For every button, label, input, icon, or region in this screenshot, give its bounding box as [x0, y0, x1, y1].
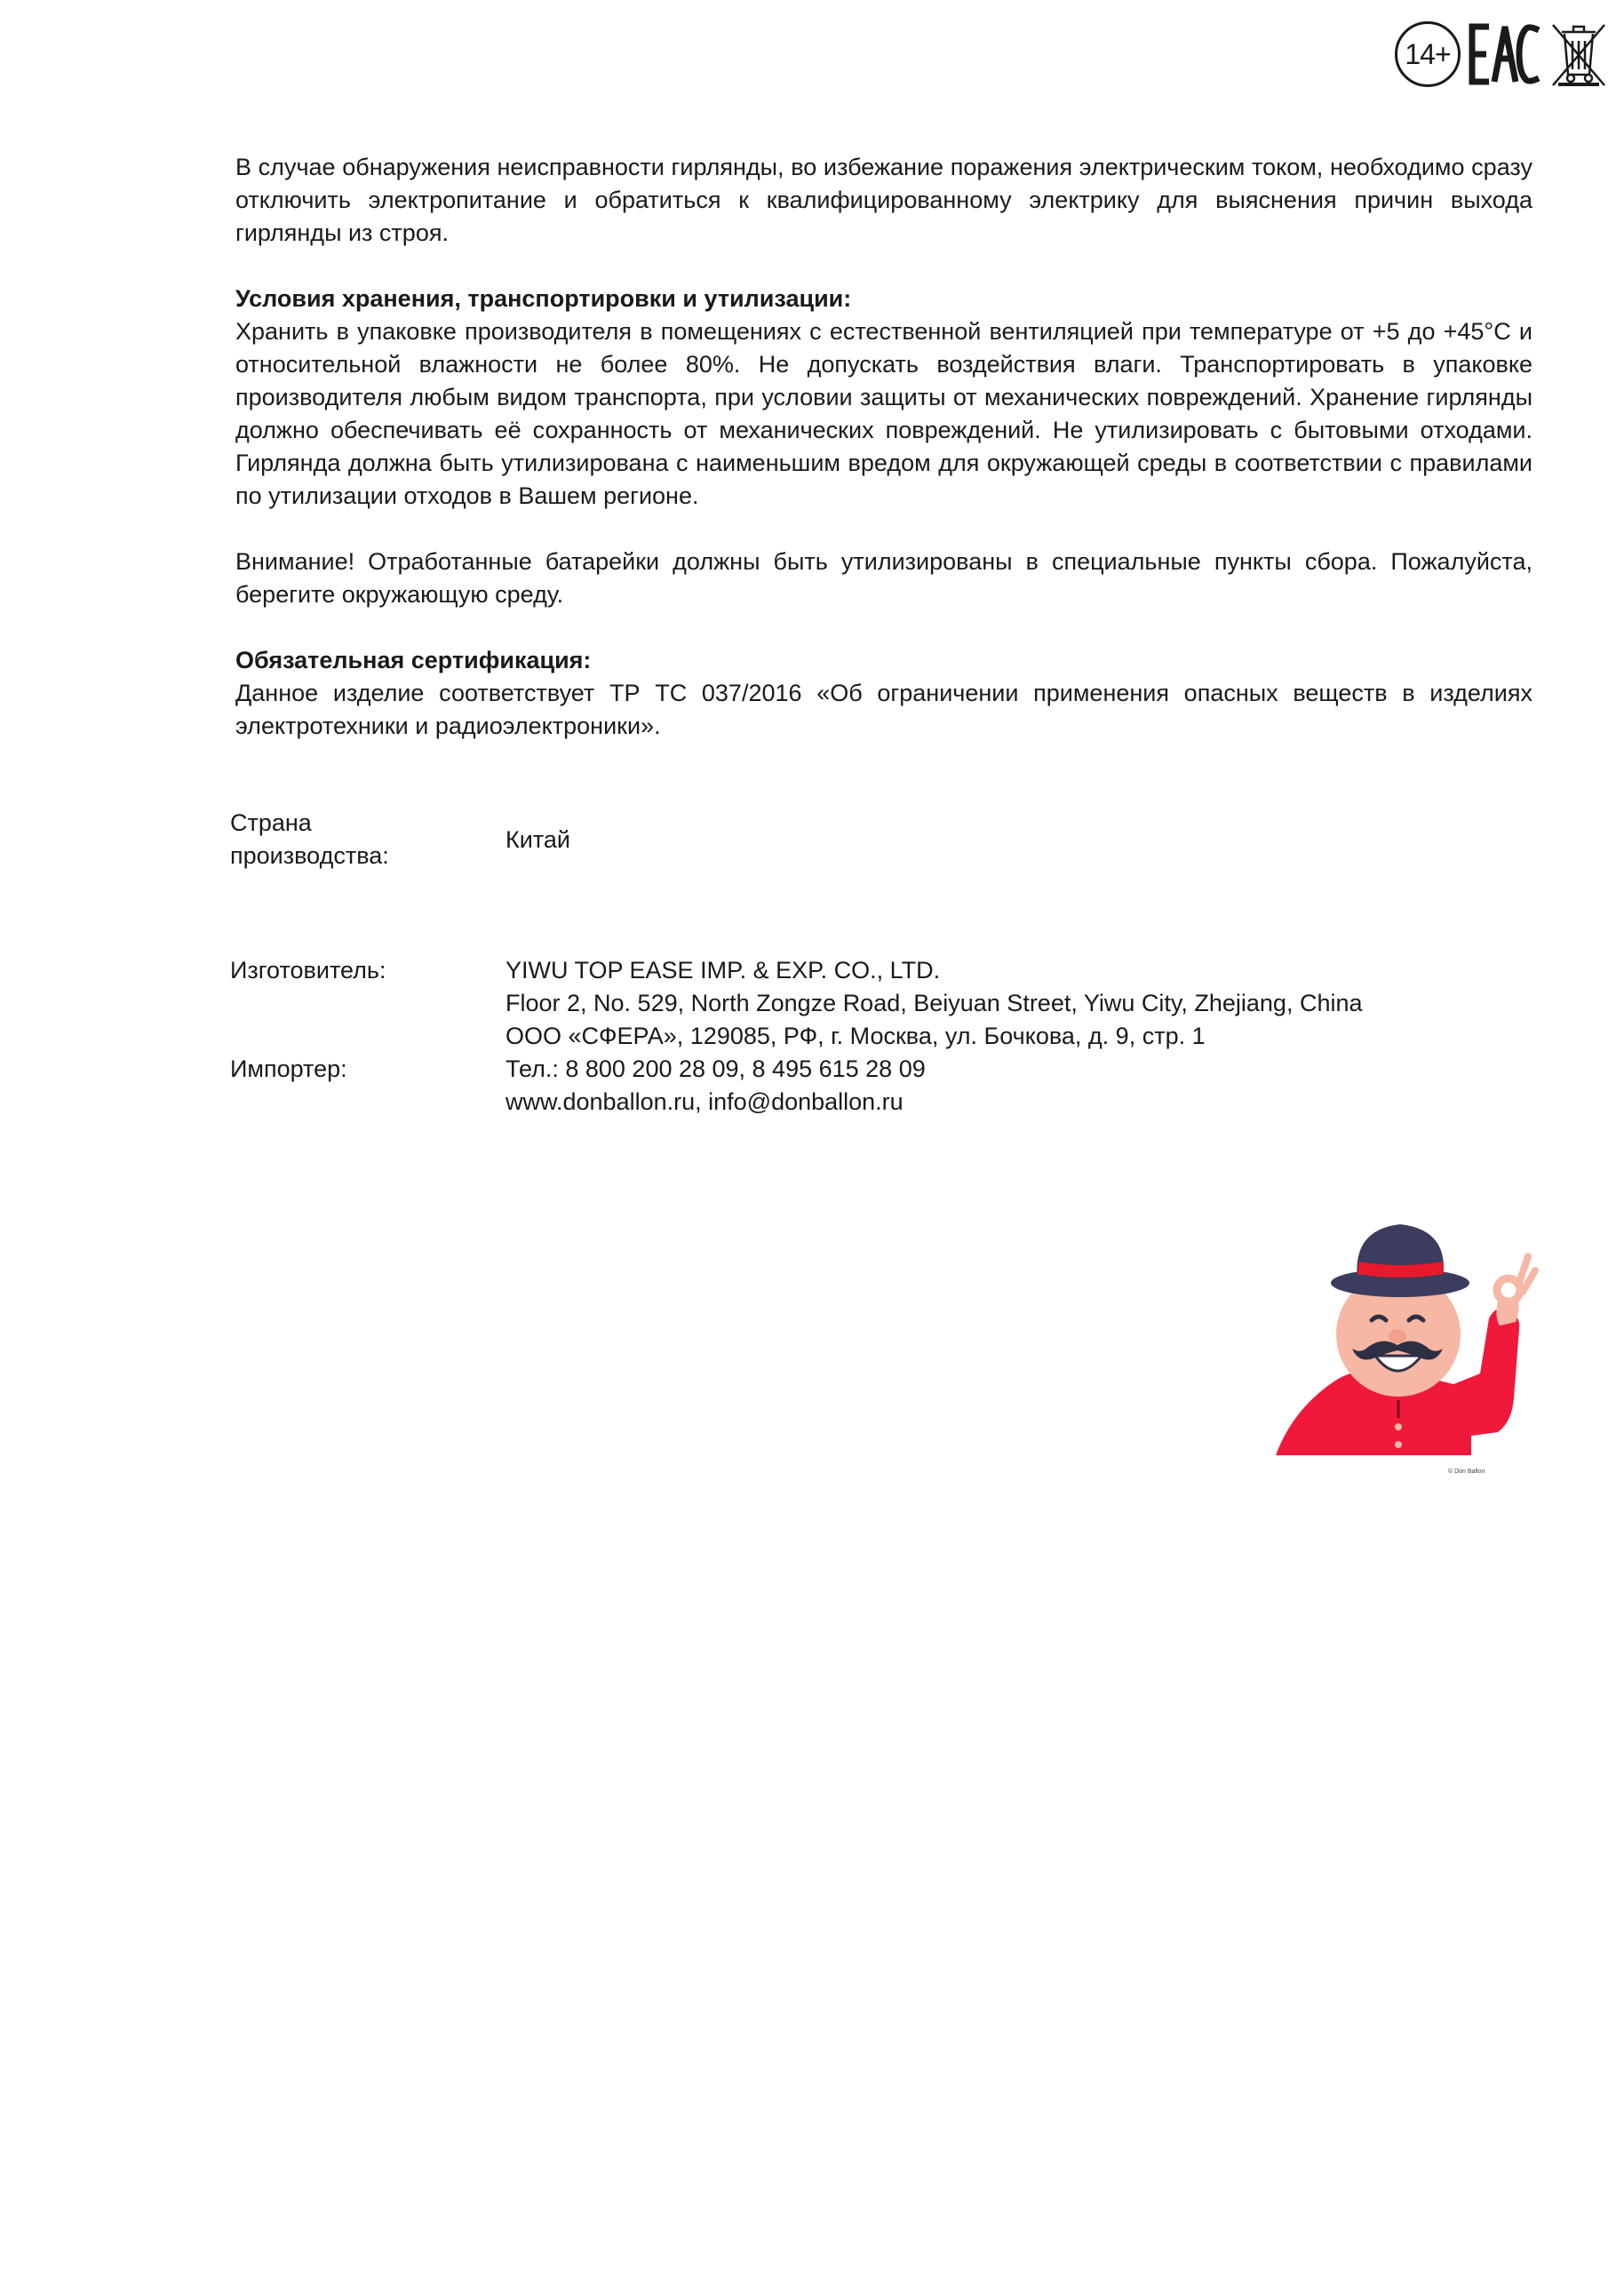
certification-paragraph: Данное изделие соответствует ТР ТС 037/2016 «Об ограничении применения опасных веществ в изделиях электротехники и радиоэлектроники».	[235, 680, 1532, 739]
certification-heading: Обязательная сертификация:	[235, 647, 592, 673]
importer-phones: Тел.: 8 800 200 28 09, 8 495 615 28 09	[506, 1055, 926, 1082]
manufacturer-name: YIWU TOP EASE IMP. & EXP. CO., LTD.	[506, 957, 941, 984]
don-ballon-mascot-icon	[1276, 1212, 1551, 1478]
manufacturer-value	[506, 954, 1483, 1020]
importer-value	[506, 1020, 1483, 1119]
storage-heading: Условия хранения, транспортировки и утилизации:	[235, 285, 852, 312]
importer-contacts: www.donballon.ru, info@donballon.ru	[506, 1088, 904, 1115]
manufacturer-label: Изготовитель:	[230, 957, 386, 984]
age-rating-badge	[1395, 21, 1461, 87]
mascot-copyright: © Don Ballon	[1448, 1469, 1485, 1475]
crossed-out-bin-icon	[1549, 21, 1608, 87]
importer-company: ООО «СФЕРА», 129085, РФ, г. Москва, ул. Бочкова, д. 9, стр. 1	[506, 1023, 1206, 1049]
country-value: Китай	[506, 826, 570, 853]
eac-logo-icon	[1468, 23, 1542, 85]
importer-label: Импортер:	[230, 1055, 347, 1082]
malfunction-paragraph: В случае обнаружения неисправности гирлянды, во избежание поражения электрическим током, необходимо сразу отключить электропитание и обратиться к квалифицированному электрику для выяснения причин выхода гирлянды из строя.	[235, 154, 1532, 246]
battery-warning-paragraph: Внимание! Отработанные батарейки должны быть утилизированы в специальные пункты сбора. Пожалуйста, берегите окружающую среду.	[235, 548, 1532, 608]
manufacturer-address: Floor 2, No. 529, North Zongze Road, Beiyuan Street, Yiwu City, Zhejiang, China	[506, 990, 1363, 1016]
age-rating-text: 14+	[1405, 37, 1451, 70]
storage-paragraph: Хранить в упаковке производителя в помещениях с естественной вентиляцией при температуре от +5 до +45°С и относительной влажности не более 80%. Не допускать воздействия влаги. Транспортировать в упаковке производителя любым видом транспорта, при условии защиты от механических повреждений. Хранение гирлянды должно обеспечивать её сохранность от механических повреждений. Не утилизировать с бытовыми отходами. Гирлянда должна быть утилизирована с наименьшим вредом для окружающей среды в соответствии с правилами по утилизации отходов в Вашем регионе.	[235, 318, 1532, 509]
country-label: Страна производства:	[230, 809, 389, 869]
document-body	[235, 151, 1532, 743]
compliance-marks	[1395, 21, 1608, 87]
